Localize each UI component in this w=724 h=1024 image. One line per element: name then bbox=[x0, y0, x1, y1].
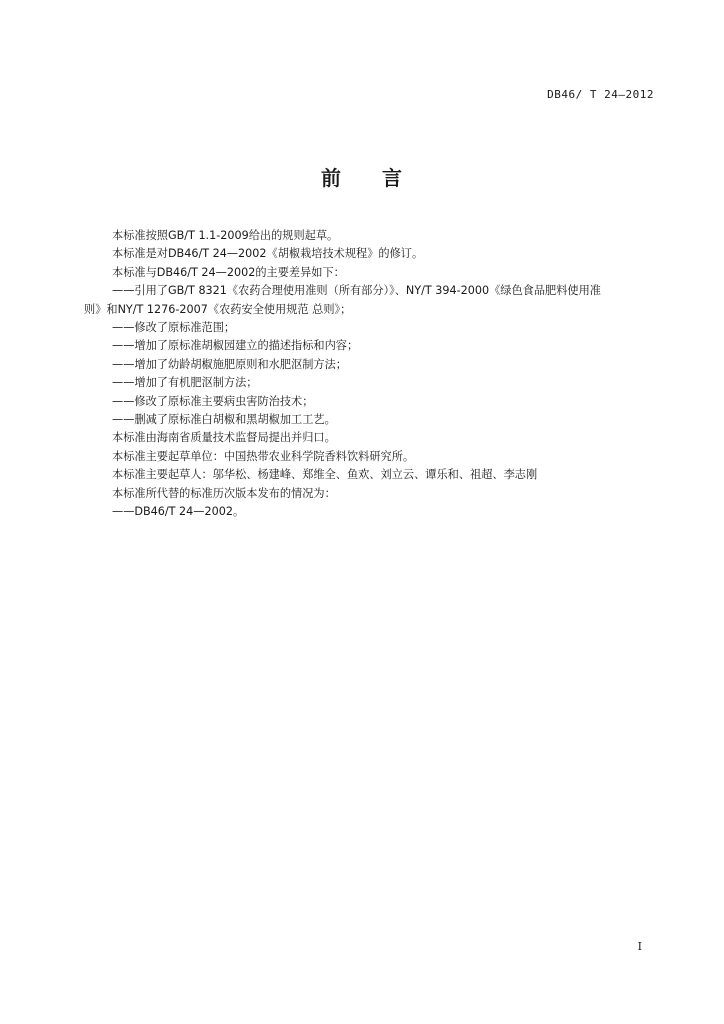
document-code: DB46/ T 24—2012 bbox=[547, 88, 654, 101]
title-char-1: 前 bbox=[321, 166, 342, 190]
title-char-2: 言 bbox=[382, 166, 403, 190]
paragraph: 本标准是对DB46/T 24—2002《胡椒栽培技术规程》的修订。 bbox=[112, 247, 424, 261]
list-item: ——修改了原标准主要病虫害防治技术； bbox=[112, 394, 314, 408]
list-item: ——增加了原标准胡椒园建立的描述指标和内容； bbox=[112, 339, 359, 353]
foreword-body bbox=[84, 227, 660, 522]
section-title bbox=[0, 162, 724, 191]
paragraph: 本标准主要起草人：邬华松、杨建峰、郑维全、鱼欢、刘立云、谭乐和、祖超、李志刚 bbox=[112, 468, 538, 482]
list-item: ——DB46/T 24—2002。 bbox=[112, 505, 245, 519]
list-item: ——增加了幼龄胡椒施肥原则和水肥沤制方法； bbox=[112, 357, 347, 371]
paragraph: 本标准由海南省质量技术监督局提出并归口。 bbox=[112, 431, 336, 445]
paragraph: 本标准主要起草单位：中国热带农业科学院香料饮料研究所。 bbox=[112, 449, 415, 463]
paragraph: 本标准所代替的标准历次版本发布的情况为： bbox=[112, 486, 336, 500]
list-item: ——引用了GB/T 8321《农药合理使用准则（所有部分）》、NY/T 394-2000《绿色食品肥料使用准 bbox=[112, 284, 601, 298]
list-item: ——增加了有机肥沤制方法； bbox=[112, 376, 258, 390]
list-item: ——删减了原标准白胡椒和黑胡椒加工工艺。 bbox=[112, 413, 336, 427]
list-item: ——修改了原标准范围； bbox=[112, 321, 236, 335]
list-item-continuation: 则》和NY/T 1276-2007《农药安全使用规范 总则》； bbox=[84, 302, 352, 316]
page-number: I bbox=[637, 940, 642, 953]
paragraph: 本标准与DB46/T 24—2002的主要差异如下： bbox=[112, 265, 345, 279]
paragraph: 本标准按照GB/T 1.1-2009给出的规则起草。 bbox=[112, 229, 339, 242]
